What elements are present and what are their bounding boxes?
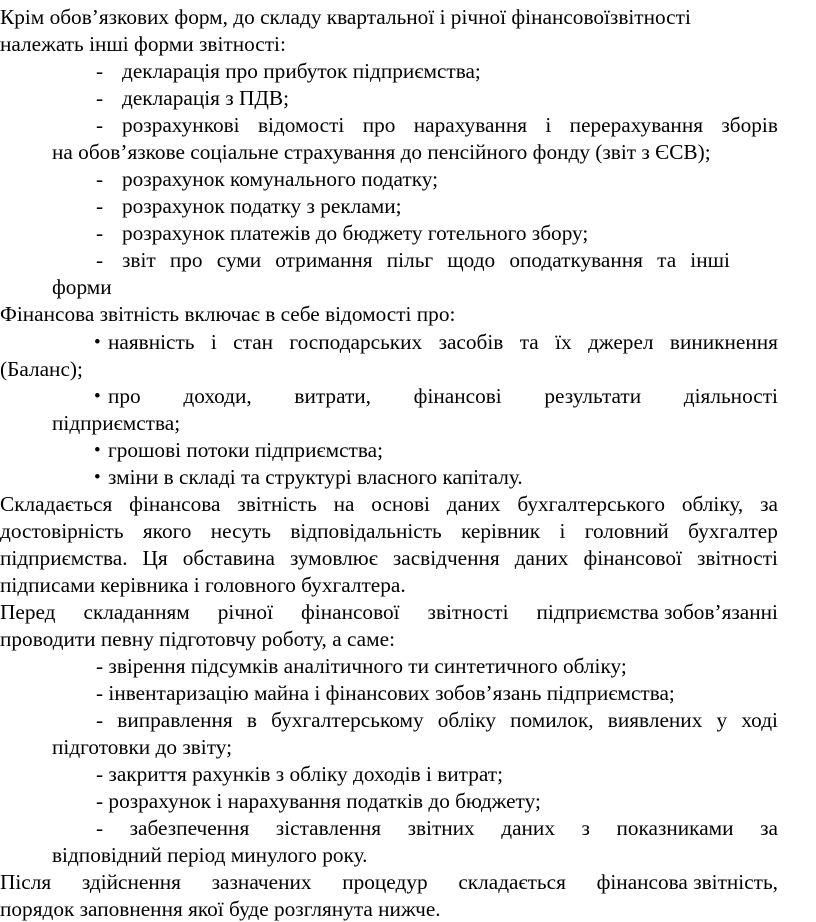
list-item-text: розрахунок податку з реклами; bbox=[122, 194, 402, 218]
word: і bbox=[559, 519, 566, 543]
word: звітності bbox=[696, 546, 778, 570]
word: з bbox=[581, 816, 590, 840]
word: головний bbox=[584, 519, 669, 543]
list-item bbox=[0, 113, 778, 138]
word: основі bbox=[371, 492, 430, 516]
word: підприємства зобов’язанні bbox=[536, 600, 778, 624]
bullet-icon: • bbox=[94, 440, 101, 461]
list-item-continuation: форми bbox=[52, 275, 112, 299]
word: Після bbox=[0, 870, 52, 894]
word: їх bbox=[555, 330, 572, 354]
bullet-icon: • bbox=[94, 386, 101, 407]
paragraph-3-line-2 bbox=[0, 519, 778, 544]
list-item-continuation: на обов’язкове соціальне страхування до пенсійного фонду (звіт з ЄСВ); bbox=[52, 140, 711, 164]
word: фінансова звітність, bbox=[596, 870, 778, 894]
word: якого bbox=[142, 519, 192, 543]
list-item-text: розрахунок платежів до бюджету готельного збору; bbox=[122, 221, 589, 245]
word: зборів bbox=[721, 113, 778, 137]
word: бухгалтерському bbox=[271, 708, 424, 732]
word: здійснення bbox=[81, 870, 181, 894]
word: суми bbox=[216, 248, 262, 272]
word: розрахункові bbox=[122, 113, 240, 137]
word: фінансова bbox=[129, 492, 221, 516]
word: перерахування bbox=[569, 113, 704, 137]
dash-marker: - bbox=[96, 86, 104, 110]
word: діяльності bbox=[683, 384, 778, 408]
dash-marker: - bbox=[96, 221, 104, 245]
dash-marker: - bbox=[96, 59, 104, 83]
word: даних bbox=[446, 492, 501, 516]
justified-line bbox=[122, 113, 778, 138]
dash-marker: - bbox=[96, 248, 104, 272]
paragraph-3-line-3 bbox=[0, 546, 778, 571]
list-item-continuation: відповідний період минулого року. bbox=[52, 843, 368, 867]
word: наявність bbox=[108, 330, 195, 354]
dash-marker: - bbox=[96, 194, 104, 218]
word: бухгалтер bbox=[688, 519, 778, 543]
word: зіставлення bbox=[275, 816, 382, 840]
word: звітність bbox=[237, 492, 317, 516]
list-item bbox=[96, 708, 778, 733]
word: за bbox=[760, 492, 778, 516]
word: у bbox=[716, 708, 728, 732]
word: помилок, bbox=[510, 708, 594, 732]
list-item bbox=[0, 167, 778, 192]
paragraph-5-line-1 bbox=[0, 870, 778, 895]
list-item bbox=[0, 59, 778, 84]
word: про bbox=[169, 248, 203, 272]
list-item bbox=[0, 194, 778, 219]
word: - bbox=[96, 816, 104, 840]
word: стан bbox=[233, 330, 274, 354]
list-item: - розрахунок і нарахування податків до бюджету; bbox=[96, 789, 541, 813]
word: та bbox=[657, 248, 677, 272]
word: витрати, bbox=[294, 384, 372, 408]
word: зазначених bbox=[211, 870, 312, 894]
word: фінансові bbox=[413, 384, 502, 408]
justified-line bbox=[122, 248, 730, 273]
bullet-item bbox=[0, 330, 778, 355]
word: складанням bbox=[83, 600, 190, 624]
word: обліку bbox=[437, 708, 496, 732]
word: засобів bbox=[438, 330, 504, 354]
paragraph-4-line-1 bbox=[0, 600, 778, 625]
word: відомості bbox=[257, 113, 345, 137]
bullet-item bbox=[0, 438, 778, 463]
word: показниками bbox=[616, 816, 734, 840]
word: виявлених bbox=[607, 708, 703, 732]
bullet-item bbox=[0, 465, 778, 490]
word: зумовлює bbox=[289, 546, 378, 570]
word: фінансової bbox=[301, 600, 400, 624]
word: доходи, bbox=[183, 384, 252, 408]
word: Перед bbox=[0, 600, 56, 624]
word: на bbox=[333, 492, 355, 516]
word: фінансової bbox=[583, 546, 682, 570]
justified-line bbox=[108, 384, 778, 409]
word: процедур bbox=[342, 870, 428, 894]
word: про bbox=[108, 384, 141, 408]
paragraph-4-line-2: проводити певну підготовчу роботу, а саме: bbox=[0, 627, 395, 651]
word: звітних bbox=[407, 816, 475, 840]
word: бухгалтерського bbox=[517, 492, 666, 516]
word: оподаткування bbox=[509, 248, 643, 272]
word: річної bbox=[217, 600, 273, 624]
bullet-icon: • bbox=[94, 332, 101, 353]
word: джерел bbox=[588, 330, 654, 354]
list-item-text: декларація про прибуток підприємства; bbox=[122, 59, 481, 83]
list-item bbox=[0, 248, 730, 273]
word: результати bbox=[544, 384, 642, 408]
paragraph-2: Фінансова звітність включає в себе відомості про: bbox=[0, 302, 456, 326]
word: - bbox=[96, 708, 104, 732]
word: і bbox=[545, 113, 552, 137]
word: складається bbox=[458, 870, 566, 894]
word: даних bbox=[514, 546, 569, 570]
paragraph-1-line-2: належать інші форми звітності: bbox=[0, 32, 286, 56]
dash-marker: - bbox=[96, 113, 104, 137]
word: керівник bbox=[461, 519, 541, 543]
word: виправлення bbox=[117, 708, 233, 732]
bullet-item bbox=[0, 384, 778, 409]
word: і bbox=[210, 330, 217, 354]
paragraph-5-line-2: порядок заповнення якої буде розглянута нижче. bbox=[0, 897, 441, 921]
word: підприємства. bbox=[0, 546, 128, 570]
word: засвідчення bbox=[392, 546, 500, 570]
paragraph-3-line-4: підписами керівника і головного бухгалтера. bbox=[0, 573, 406, 597]
word: ході bbox=[741, 708, 778, 732]
list-item bbox=[0, 86, 778, 111]
word: щодо bbox=[447, 248, 496, 272]
list-item-continuation: підготовки до звіту; bbox=[52, 735, 233, 759]
word: про bbox=[362, 113, 396, 137]
dash-marker: - bbox=[96, 167, 104, 191]
paragraph-3-line-1 bbox=[0, 492, 778, 517]
list-item-text: розрахунок комунального податку; bbox=[122, 167, 439, 191]
word: в bbox=[246, 708, 257, 732]
list-item bbox=[96, 816, 778, 841]
word: забезпечення bbox=[129, 816, 250, 840]
list-item-text: декларація з ПДВ; bbox=[122, 86, 290, 110]
word: відповідальність bbox=[290, 519, 442, 543]
word: даних bbox=[501, 816, 555, 840]
justified-line bbox=[108, 330, 778, 355]
word: пільг bbox=[386, 248, 434, 272]
list-item: - інвентаризацію майна і фінансових зобов’язань підприємства; bbox=[96, 681, 675, 705]
paragraph-1-line-1: Крім обов’язкових форм, до складу квартальної і річної фінансовоїзвітності bbox=[0, 5, 691, 29]
word: отримання bbox=[275, 248, 373, 272]
word: звітності bbox=[427, 600, 509, 624]
word: достовірність bbox=[0, 519, 124, 543]
bullet-item-text: зміни в складі та структурі власного капіталу. bbox=[108, 465, 523, 489]
word: обставина bbox=[182, 546, 275, 570]
bullet-item-continuation: (Баланс); bbox=[0, 357, 83, 381]
word: Ця bbox=[142, 546, 168, 570]
list-item: - звірення підсумків аналітичного ти синтетичного обліку; bbox=[96, 654, 627, 678]
word: Складається bbox=[0, 492, 113, 516]
bullet-item-continuation: підприємства; bbox=[52, 411, 181, 435]
list-item bbox=[0, 221, 778, 246]
word: господарських bbox=[289, 330, 423, 354]
list-item: - закриття рахунків з обліку доходів і витрат; bbox=[96, 762, 504, 786]
word: нарахування bbox=[413, 113, 528, 137]
word: обліку, bbox=[681, 492, 744, 516]
word: інші bbox=[690, 248, 730, 272]
word: за bbox=[760, 816, 778, 840]
bullet-icon: • bbox=[94, 467, 101, 488]
word: несуть bbox=[210, 519, 272, 543]
word: та bbox=[519, 330, 539, 354]
word: виникнення bbox=[669, 330, 778, 354]
word: звіт bbox=[122, 248, 156, 272]
bullet-item-text: грошові потоки підприємства; bbox=[108, 438, 383, 462]
